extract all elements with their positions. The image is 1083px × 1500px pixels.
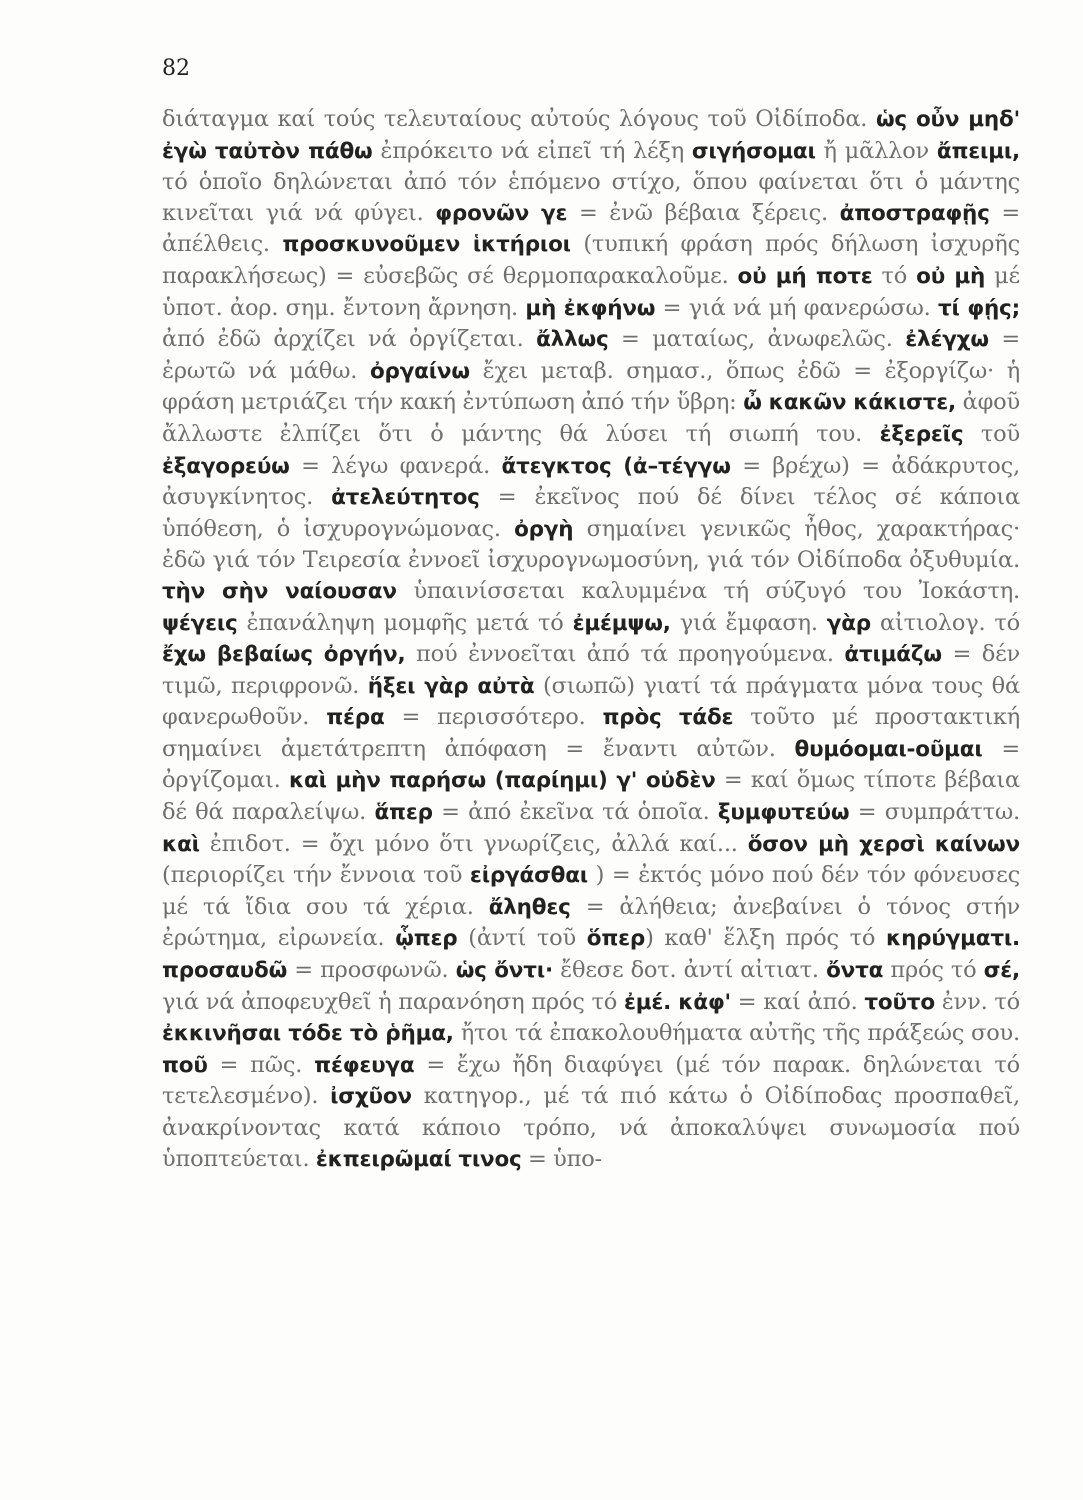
lemma-term: οὐ μὴ	[916, 263, 986, 289]
commentary-segment: τοῦτο μέ προστακτική σημαίνει ἀμετάτρεπτη ἀπόφαση = ἔναντι αὐτῶν.	[162, 704, 1020, 762]
lemma-term: ἐμέμψω,	[572, 610, 671, 636]
lemma-term: καὶ μὴν παρήσω (παρίημι) γ' οὐδὲν	[288, 768, 716, 794]
lemma-term: ἀτιμάζω	[844, 642, 942, 668]
commentary-segment: πού ἐννοεῖται ἀπό τά προηγούμενα.	[405, 641, 845, 668]
lemma-term: γὰρ	[826, 610, 871, 636]
commentary-segment: = ἐρωτῶ νά μάθω.	[162, 326, 1020, 384]
lemma-term: ᾧπερ	[395, 926, 458, 952]
lemma-term: ὀργαίνω	[369, 358, 470, 384]
commentary-segment: = ἀπό ἐκεῖνα τά ὁποῖα.	[432, 799, 718, 826]
commentary-segment: (τυπική φράση πρός δήλωση ἰσχυρῆς παρακλήσεως) = εὐσεβῶς σέ θερμοπαρακαλοῦμε.	[162, 231, 1020, 289]
lemma-term: ὅπερ	[586, 926, 646, 952]
commentary-segment: = βρέχω) = ἀδάκρυτος, ἀσυγκίνητος.	[162, 452, 1020, 511]
lemma-term: ὡς οὖν μηδ' ἐγὼ ταὐτὸν πάθω	[162, 107, 1020, 164]
lemma-term: ὀργὴ	[514, 516, 574, 542]
lemma-term: ἀτελεύτητος	[331, 485, 480, 511]
lemma-term: τὴν σὴν ναίουσαν	[162, 578, 397, 604]
commentary-segment: τό ὁποῖο δηλώνεται ἀπό τόν ἑπόμενο στίχο, ὅπου φαίνεται ὅτι ὁ μάντης κινεῖται γιά νά φύγει.	[162, 169, 1020, 226]
lemma-term: ὅσον μὴ χερσὶ καίνων	[747, 831, 1020, 857]
commentary-segment: ἐνν. τό	[934, 988, 1020, 1015]
commentary-segment: μέ ὑποτ. ἀορ. σημ. ἔντονη ἄρνηση.	[162, 262, 1020, 321]
commentary-segment: = προσφωνῶ.	[287, 957, 456, 984]
lemma-term: πρὸς τάδε	[602, 705, 734, 731]
lemma-term: ἐκκινῆσαι τόδε τὸ ῥῆμα,	[162, 1021, 454, 1047]
lemma-term: εἰργάσθαι	[469, 863, 588, 889]
commentary-segment: ἐπρόκειτο νά εἰπεῖ τή λέξη	[372, 137, 692, 164]
lemma-term: ἄλλως	[536, 327, 609, 353]
lemma-term: ἥξει γὰρ αὐτὰ	[367, 673, 535, 699]
commentary-segment: = πῶς.	[207, 1051, 315, 1078]
lemma-term: ἐκπειρῶμαί τινος	[315, 1146, 522, 1172]
lemma-term: σιγήσομαι	[691, 138, 816, 164]
lemma-term: σέ,	[983, 958, 1020, 984]
commentary-segment: τοῦ	[963, 420, 1020, 447]
lemma-term: ὄντα	[826, 958, 884, 984]
commentary-segment: ) = ἐκτός μόνο πού δέν τόν φόνευσες μέ τά ἴδια σου τά χέρια.	[162, 862, 1020, 920]
lemma-term: καὶ	[162, 831, 200, 857]
commentary-segment: = καί ὅμως τίποτε βέβαια δέ θά παραλείψω.	[162, 767, 1021, 826]
lemma-term: κηρύγματι. προσαυδῶ	[162, 926, 1020, 984]
commentary-segment: = ὀργίζομαι.	[162, 735, 1020, 794]
lemma-term: ποῦ	[162, 1052, 208, 1078]
commentary-segment: ἔχει μεταβ. σημασ., ὅπως ἐδῶ = ἐξοργίζω· ἡ φράση μετριάζει τήν κακή ἐντύπωση ἀπό τήν ὕβρη:	[162, 357, 1020, 416]
commentary-segment: = συμπράττω.	[849, 799, 1020, 826]
commentary-segment: σημαίνει γενικῶς ἦθος, χαρακτήρας· ἐδῶ γιά τόν Τειρεσία ἐννοεῖ ἰσχυρογνωμοσύνη, γιά τόν Οἰδίποδα ὀξυθυμία.	[162, 515, 1020, 574]
commentary-segment: = δέν τιμῶ, περιφρονῶ.	[162, 641, 1020, 699]
commentary-segment: τό	[872, 262, 917, 289]
lemma-term: πέφευγα	[314, 1052, 415, 1078]
commentary-segment: = ἀπέλθεις.	[162, 199, 1021, 258]
commentary-segment: ἤτοι τά ἐπακολουθήματα αὐτῆς τῆς πράξεώς σου.	[453, 1020, 1020, 1047]
commentary-segment: ἀφοῦ ἄλλωστε ἐλπίζει ὅτι ὁ μάντης θά λύσει τή σιωπή του.	[162, 389, 1021, 447]
commentary-segment: = ματαίως, ἀνωφελῶς.	[608, 326, 906, 353]
commentary-segment: κατηγορ., μέ τά πιό κάτω ὁ Οἰδίποδας προσπαθεῖ, ἀνακρίνοντας κατά κάποιο τρόπο, νά ἀποκαλύψει συνωμοσία πού ὑποπτεύεται.	[162, 1083, 1020, 1172]
commentary-segment: = γιά νά μή φανερώσω.	[655, 294, 938, 321]
commentary-segment: ) καθ' ἕλξη πρός τό	[645, 925, 886, 952]
lemma-term: ἄπειμι,	[936, 138, 1020, 164]
lemma-term: τί φῄς;	[937, 295, 1020, 321]
lemma-term: ὦ κακῶν κάκιστε,	[743, 390, 956, 416]
commentary-segment: = περισσότερο.	[384, 704, 603, 731]
commentary-segment: ἐπανάληψη μομφῆς μετά τό	[237, 609, 573, 636]
lemma-term: ἰσχῦον	[330, 1084, 412, 1110]
lemma-term: μὴ ἐκφήνω	[525, 295, 656, 321]
lemma-term: ἔχω βεβαίως ὀργήν,	[162, 642, 406, 668]
lemma-term: ἅπερ	[374, 800, 433, 826]
commentary-segment: (ἀντί τοῦ	[457, 925, 587, 952]
lemma-term: ἄληθες	[488, 894, 571, 920]
commentary-segment: ἀπό ἐδῶ ἀρχίζει νά ὀργίζεται.	[162, 326, 537, 353]
commentary-segment: γιά ἔμφαση.	[670, 609, 827, 636]
commentary-segment: = ἐνῶ βέβαια ξέρεις.	[567, 199, 840, 226]
commentary-segment: αἰτιολογ. τό	[871, 609, 1020, 636]
commentary-text	[162, 104, 1020, 1175]
lemma-term: φρονῶν γε	[435, 200, 568, 226]
commentary-segment: διάταγμα καί τούς τελευταίους αὐτούς λόγους τοῦ Οἰδίποδα.	[162, 106, 876, 132]
commentary-segment: (σιωπῶ) γιατί τά πράγματα μόνα τους θά φανερωθοῦν.	[162, 672, 1021, 731]
lemma-term: ἐξαγορεύω	[162, 453, 290, 479]
lemma-term: ἄτεγκτος (ἀ–τέγγω	[501, 453, 731, 479]
commentary-segment: πρός τό	[883, 957, 984, 984]
lemma-term: ἐμέ. κἀφ'	[623, 989, 731, 1015]
lemma-term: ἀποστραφῇς	[839, 200, 990, 226]
lemma-term: πέρα	[326, 705, 385, 731]
commentary-segment: ὑπαινίσσεται καλυμμένα τή σύζυγό του Ἰοκάστη.	[396, 577, 1020, 604]
lemma-term: θυμόομαι-οῦμαι	[794, 736, 983, 762]
lemma-term: ὡς ὄντι·	[455, 958, 553, 984]
commentary-segment: = ἔχω ἤδη διαφύγει (μέ τόν παρακ. δηλώνεται τό τετελεσμένο).	[162, 1051, 1020, 1110]
lemma-term: ἐξερεῖς	[879, 421, 964, 447]
lemma-term: προσκυνοῦμεν ἱκτήριοι	[282, 232, 571, 258]
lemma-term: ξυμφυτεύω	[717, 800, 850, 826]
commentary-segment: ἐπιδοτ. = ὄχι μόνο ὅτι γνωρίζεις, ἀλλά καί...	[199, 830, 748, 857]
lemma-term: οὐ μή ποτε	[737, 263, 873, 289]
lemma-term: ψέγεις	[162, 610, 238, 636]
commentary-segment: ἤ μᾶλλον	[815, 137, 937, 164]
commentary-segment: ἔθεσε δοτ. ἀντί αἰτιατ.	[552, 957, 827, 984]
page-number: 82	[162, 56, 190, 81]
lemma-term: ἐλέγχω	[905, 327, 989, 353]
commentary-segment: = καί ἀπό.	[730, 988, 865, 1015]
commentary-segment: = ἐκεῖνος πού δέ δίνει τέλος σέ κάποια ὑπόθεση, ὁ ἰσχυρογνώμονας.	[162, 484, 1020, 542]
lemma-term: τοῦτο	[864, 989, 935, 1015]
commentary-segment: = λέγω φανερά.	[289, 452, 502, 479]
commentary-segment: γιά νά ἀποφευχθεῖ ἡ παρανόηση πρός τό	[162, 988, 624, 1015]
commentary-segment: = ἀλήθεια; ἀνεβαίνει ὁ τόνος στήν ἐρώτημα, εἰρωνεία.	[162, 893, 1020, 952]
commentary-segment: (περιορίζει τήν ἔννοια τοῦ	[162, 862, 470, 889]
commentary-segment: = ὑπο-	[521, 1145, 602, 1172]
